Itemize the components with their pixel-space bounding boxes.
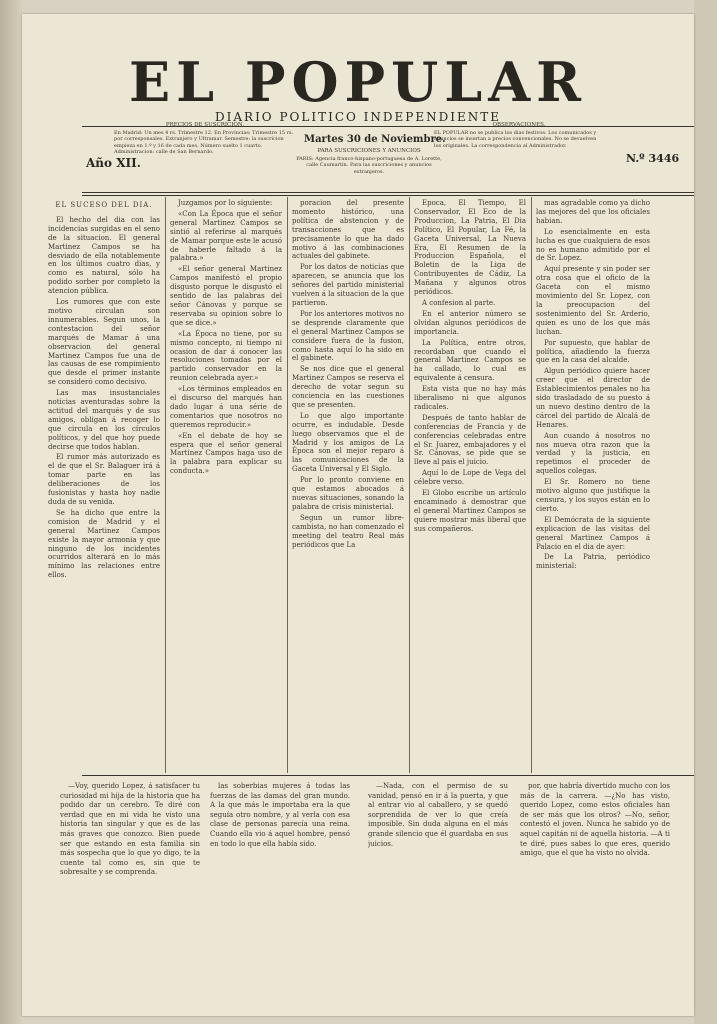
- feuilleton-column-3: [368, 782, 508, 1012]
- column-divider: [287, 197, 288, 773]
- column-1-paragraph: El hecho del dia con las incidencias surgidas en el seno de la situacion. El general Martinez Campos se ha desviado de ella notablemente en los últimos cuatro dias, y como es natural, sólo ha podido sorber por completo la atencion pública.: [48, 215, 160, 296]
- article-heading: EL SUCESO DEL DIA.: [55, 201, 153, 209]
- column-divider: [409, 197, 410, 773]
- masthead-subtitle: DIARIO POLITICO INDEPENDIENTE: [215, 110, 501, 124]
- observations-box: [434, 122, 604, 172]
- subscription-prices-text: En Madrid: Un mes 4 rs. Trimestre 12. En Provincias: Trimestre 15 rs. por corresponsales. Extranjero y Ultramar. Semestre: la suscricion empieza en 1.º y 16 de cada mes. Número suelto 1 cuarto. Administracion: calle de San Bernardo.: [114, 129, 294, 155]
- feuilleton-column-1: [60, 782, 200, 1012]
- column-5-paragraph: El Demócrata de la siguiente explicacion de las visitas del general Martinez Campos á Palacio en el dia de ayer:: [536, 515, 650, 551]
- feuilleton-text: —Voy, querido Lopez, á satisfacer tu curiosidad mi hija de la historia que ha podido dar un cerebro. Te diré con verdad que en mi vida he visto una historia tan singular y que es de las más graves que conozco. Bien puede ser que estando en esta familia sin más sospecha que lo que yo digo, te la cuente tal como es, sin que te sobresalte y se comprenda.: [60, 782, 200, 877]
- column-1-paragraph: Los rumores que con este motivo circulan son innumerables. Segun unos, la contestacion del señor marqués de Mamar á una observacion del general Martinez Campos fue una de las causas de ese rompimiento que desde el primer instante se consideró como decisivo.: [48, 298, 160, 387]
- year-label: Año XII.: [86, 156, 141, 170]
- column-4-paragraph: Época, El Tiempo, El Conservador, El Eco de la Produccion, La Patria, El Dia Político, El Popular, La Fé, la Gaceta Universal, La Nueva Era, El Resumen de la Produccion Española, el Boletin de la Liga de Contribuyentes de Cádiz, La Mañana y algunos otros periódicos.: [414, 199, 526, 297]
- page-edge: [694, 0, 717, 1024]
- column-2-paragraph: «El señor general Martinez Campos manifestó el propio disgusto porque le disgustó el sentido de las palabras del señor Cánovas y porque se reservaba su opinion sobre lo que se dice.»: [170, 265, 282, 327]
- column-5-paragraph: Lo esencialmente en esta lucha es que cualquiera de esos no es humano admitido por el de Sr. Lopez.: [536, 227, 650, 263]
- feuilleton-column-2: [210, 782, 350, 1012]
- column-5-paragraph: Aquí presente y sin poder ser otra cosa que el oficio de la Gaceta con el mismo movimiento del Sr. Lopez, con la preocupacion del sostenimiento del Sr. Arderio, quien es uno de los que más luchan.: [536, 265, 650, 336]
- column-5-paragraph: Algun periódico quiere hacer creer que el director de Establecimientos penales no ha sido trasladado de su puesto á un nuevo destino dentro de la cárcel del partido de Alcalá de Henares.: [536, 367, 650, 429]
- column-4-paragraph: Después de tanto hablar de conferencias de Francia y de conferencias celebradas entre el Sr. Juarez, embajadores y el Sr. Cánovas, se pide que se lleve al pais el juicio.: [414, 413, 526, 467]
- column-3-paragraph: Por los datos de noticias que aparecen, se anuncia que los señores del partido ministerial vuelven á la situacion de la que partieron.: [292, 263, 404, 307]
- header-rule-bottom-2: [82, 195, 694, 196]
- column-4-paragraph: La Política, entre otros, recordaban que cuando el general Martinez Campos se ha callado, lo cual es equivalente á censura.: [414, 338, 526, 383]
- column-3-paragraph: Lo que algo importante ocurre, es indudable. Desde luego observamos que el de Madrid y los amigos de La Época son el mejor reparo á las comunicaciones de la Gaceta Universal y El Siglo.: [292, 411, 404, 474]
- column-4-paragraph: Aquí lo de Lope de Vega del célebre verso.: [414, 469, 526, 487]
- subscriptions-text: PARIS: Agencia franco-hispano-portuguesa de A. Lorette, calle Caumartin. Para las suscriciones y anuncios extranjeros.: [296, 155, 442, 175]
- column-5-paragraph: Aun cuando á nosotros no nos mueva otra razon que la verdad y la justicia, en repetimos el proceder de aquellos colegas.: [536, 431, 650, 476]
- column-1-paragraph: Se ha dicho que entre la comision de Madrid y el general Martinez Campos existe la mayor armonia y que ninguno de los incidentes ocurridos alterará en lo más mínimo las relaciones entre ellos.: [48, 508, 160, 580]
- column-2-paragraph: «En el debate de hoy se espera que el señor general Martinez Campos haga uso de la palabra para explicar su conducta.»: [170, 431, 282, 476]
- observations-title: OBSERVACIONES.: [492, 122, 546, 128]
- column-3-paragraph: Por lo pronto conviene en que estamos abocados á nuevas situaciones, sonando la palabra de crisis ministerial.: [292, 476, 404, 511]
- column-2-paragraph: Juzgamos por lo siguiente:: [178, 199, 273, 207]
- book-spine: [0, 0, 22, 1024]
- column-2: [170, 199, 282, 771]
- column-1-paragraph: Las mas insustanciales noticias aventuradas sobre la actitud del marqués y de sus amigos, obligan á recoger lo que circula en los círculos políticos, y del que hoy puede decirse que todos hablan.: [48, 389, 160, 451]
- subscription-prices-title: PRECIOS DE SUSCRICION.: [165, 122, 245, 128]
- feuilleton-text: —Nada, con el permiso de su vanidad, pensó en ir á la puerta, y que al entrar vio al caballero, y se quedó sorprendida de ver lo que creía imposible. Sin duda alguna en el más grande silencio que él guardaba en sus juicios.: [368, 782, 508, 848]
- feuilleton-column-4: [520, 782, 670, 1012]
- feuilleton-divider: [82, 775, 694, 776]
- column-3-paragraph: Se nos dice que el general Martinez Campos se reserva el derecho de votar segun su conciencia en las cuestiones que se presenten.: [292, 365, 404, 409]
- column-2-paragraph: «La Época no tiene, por su mismo concepto, ni tiempo ni ocasion de dar á conocer las resoluciones tomadas por el partido conservador en la reunion celebrada ayer.»: [170, 329, 282, 383]
- column-3-paragraph: poracion del presente momento histórico, una política de abstencion y de transacciones que es precisamente lo que ha dado motivo á las combinaciones actuales del gabinete.: [292, 199, 404, 261]
- column-2-paragraph: «Con La Época que el señor general Martinez Campos se sintió al referirse al marqués de Mamar porque este le acusó de haberle faltado á la palabra.»: [170, 209, 282, 263]
- column-5-paragraph: mas agradable como ya dicho las mejores del que los oficiales habian.: [536, 199, 650, 225]
- column-4-paragraph: El Globo escribe un artículo encaminado á demostrar que el general Martinez Campos se quiere mostrar más liberal que sus compañeros.: [414, 489, 526, 533]
- column-5-paragraph: De La Patria, periódico ministerial:: [536, 553, 650, 571]
- subscription-prices-box: [114, 122, 296, 170]
- column-5-paragraph: Por supuesto, que hablar de política, añadiendo la fuerza que en la casa del alcalde.: [536, 338, 650, 365]
- subscriptions-title: PARA SUSCRICIONES Y ANUNCIOS: [317, 148, 421, 154]
- issue-date: Martes 30 de Noviembre.: [304, 134, 446, 145]
- column-4-paragraph: A confesion al parte.: [422, 298, 496, 307]
- column-4-paragraph: En el anterior número se olvidan algunos periódicos de importancia.: [414, 309, 526, 336]
- issue-number: N.º 3446: [626, 152, 680, 165]
- column-5-paragraph: El Sr. Romero no tiene motivo alguno que justifique la censura, y los suyos están en lo cierto.: [536, 478, 650, 513]
- feuilleton-text: las soberbias mujeres á todas las fuerzas de las damas del gran mundo. A la que más le importaba era la que seguía otro nombre, y al verla con esa clase de personas parecía una reina. Cuando ella vio á aquel hombre, pensó en todo lo que ella había sido.: [210, 782, 350, 848]
- header-rule-bottom: [82, 192, 694, 193]
- feuilleton-text: por, que habría divertido mucho con los más de la carrera. —¿No has visto, querido Lopez, como estos oficiales han de ser más que los otros? —No, señor, contestó el joven. Nunca he sabido yo de aquel capitán ni de aquella historia. —A ti te diré, pues sabes lo que eres, querido amigo, que el que ha visto no olvida.: [520, 782, 670, 858]
- masthead-title: EL POPULAR: [128, 50, 587, 114]
- column-1: [48, 199, 160, 771]
- column-divider: [531, 197, 532, 773]
- column-3: [292, 199, 404, 771]
- newspaper-page: [22, 14, 694, 1016]
- column-divider: [165, 197, 166, 773]
- subscriptions-box: [294, 148, 444, 186]
- column-5: [536, 199, 650, 771]
- column-4: [414, 199, 526, 771]
- column-1-paragraph: El rumor más autorizado es el de que el Sr. Balaguer irá á tomar parte en las deliberaciones de los fusionistas y hasta hoy nadie duda de su venida.: [48, 453, 160, 506]
- column-3-paragraph: Por los anteriores motivos no se desprende claramente que el general Martinez Campos se considere fuera de la fusion, como hasta aquí lo ha sido en el gabinete.: [292, 309, 404, 363]
- observations-text: EL POPULAR no se publica los dias festivos. Los comunicados y anuncios se insertan a precios convencionales. No se devuelven los originales. La correspondencia al Administrador.: [434, 129, 597, 149]
- column-2-paragraph: «Los términos empleados en el discurso del marqués han dado lugar á una série de comentarios que nosotros no queremos reproducir.»: [170, 385, 282, 429]
- column-4-paragraph: Esta vista que no hay más liberalismo ni que algunos radicales.: [414, 385, 526, 411]
- column-3-paragraph: Segun un rumor libre-cambista, no han comenzado el meeting del teatro Real más periódicos que La: [292, 513, 404, 549]
